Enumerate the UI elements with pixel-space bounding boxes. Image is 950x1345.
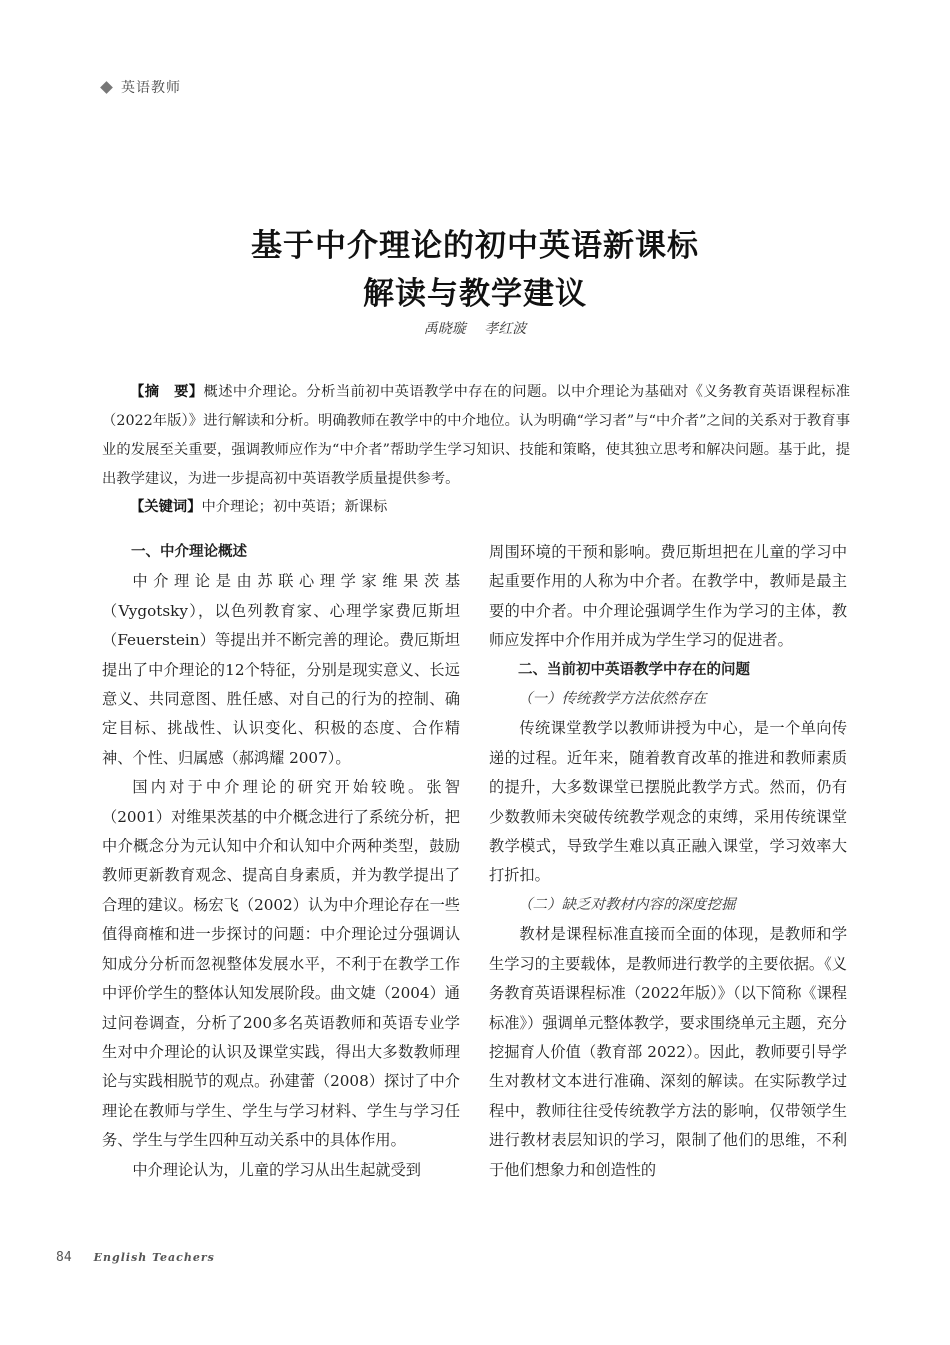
left-column [102,538,460,1185]
abstract-text: 概述中介理论。分析当前初中英语教学中存在的问题。以中介理论为基础对《义务教育英语课程标准（2022年版）》进行解读和分析。明确教师在教学中的中介地位。认为明确“学习者”与“中介者”之间的关系对于教育事业的发展至关重要，强调教师应作为“中介者”帮助学生学习知识、技能和策略，使其独立思考和解决问题。基于此，提出教学建议，为进一步提高初中英语教学质量提供参考。 [102,384,851,487]
abstract-label: 【摘 要】 [130,384,204,400]
section-heading-1: 一、中介理论概述 [131,544,247,560]
paragraph: 中介理论是由苏联心理学家维果茨基（Vygotsky），以色列教育家、心理学家费厄斯坦（Feuerstein）等提出并不断完善的理论。费厄斯坦提出了中介理论的12个特征，分别是现实意义、长远意义、共同意图、胜任感、对自己的行为的控制、确定目标、挑战性、认识变化、积极的态度、合作精神、个性、归属感（郝鸿耀 2007）。 [102,572,460,767]
page-number: 84 [56,1250,72,1265]
subsection-heading-1: （一）传统教学方法依然存在 [518,691,707,708]
paragraph-continued: 周围环境的干预和影响。费厄斯坦把在儿童的学习中起重要作用的人称为中介者。在教学中，教师是最主要的中介者。中介理论强调学生作为学习的主体，教师应发挥中介作用并成为学生学习的促进者。 [489,543,847,650]
paragraph: 教材是课程标准直接而全面的体现，是教师和学生学习的主要载体，是教师进行教学的主要依据。《义务教育英语课程标准（2022年版）》（以下简称《课程标准》）强调单元整体教学，要求围绕单元主题，充分挖掘育人价值（教育部 2022）。因此，教师要引导学生对教材文本进行准确、深刻的解读。在实际教学过程中，教师往往受传统教学方法的影响，仅带领学生进行教材表层知识的学习，限制了他们的思维，不利于他们想象力和创造性的 [489,925,847,1179]
keywords-label: 【关键词】 [130,499,202,515]
keywords [130,496,387,516]
subsection-heading-2: （二）缺乏对教材内容的深度挖掘 [518,896,736,913]
paragraph: 传统课堂教学以教师讲授为中心，是一个单向传递的过程。近年来，随着教育改革的推进和教师素质的提升，大多数课堂已摆脱此教学方式。然而，仍有少数教师未突破传统教学观念的束缚，采用传统课堂教学模式，导致学生难以真正融入课堂，学习效率大打折扣。 [489,719,847,885]
article-title-line2: 解读与教学建议 [363,276,587,312]
running-head-text: 英语教师 [121,80,181,96]
abstract [102,378,850,494]
running-head [102,77,181,97]
paragraph: 中介理论认为，儿童的学习从出生起就受到 [132,1160,421,1179]
authors: 禹晓璇 孝红波 [423,321,527,337]
diamond-icon [100,81,113,94]
section-heading-2: 二、当前初中英语教学中存在的问题 [518,661,750,678]
article-title-line1: 基于中介理论的初中英语新课标 [251,228,699,264]
journal-name: English Teachers [93,1251,215,1264]
right-column [489,538,847,1185]
paragraph: 国内对于中介理论的研究开始较晚。张智（2001）对维果茨基的中介概念进行了系统分析，把中介概念分为元认知中介和认知中介两种类型，鼓励教师更新教育观念、提高自身素质，并为教学提出了合理的建议。杨宏飞（2002）认为中介理论存在一些值得商榷和进一步探讨的问题：中介理论过分强调认知成分分析而忽视整体发展水平，不利于在教学工作中评价学生的整体认知发展阶段。曲文婕（2004）通过问卷调查，分析了200多名英语教师和英语专业学生对中介理论的认识及课堂实践，得出大多数教师理论与实践相脱节的观点。孙建蕾（2008）探讨了中介理论在教师与学生、学生与学习材料、学生与学习任务、学生与学生四种互动关系中的具体作用。 [102,778,460,1150]
page-footer [56,1250,215,1265]
keywords-text: 中介理论；初中英语；新课标 [201,499,388,515]
